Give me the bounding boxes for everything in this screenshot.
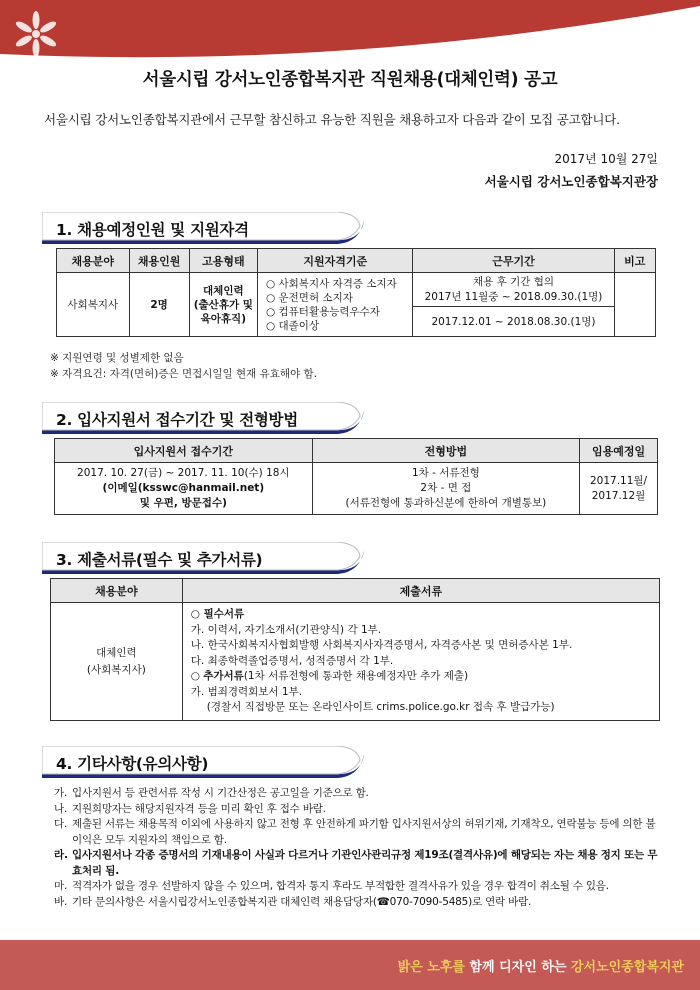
section-4-heading: 4. 기타사항(유의사항) bbox=[56, 755, 209, 773]
qualification-item: ○ 사회복지사 자격증 소지자 bbox=[266, 277, 412, 291]
col-header: 비고 bbox=[614, 249, 656, 273]
notice-date: 2017년 10월 27일 bbox=[554, 152, 658, 166]
additional-docs-title: ○ 추가서류(1차 서류전형에 통과한 채용예정자만 추가 제출) bbox=[190, 670, 469, 683]
selection-step-1: 1차 - 서류전형 bbox=[411, 467, 480, 479]
qualification-item: ○ 대졸이상 bbox=[266, 319, 412, 333]
notes-list bbox=[54, 786, 660, 910]
col-header: 지원자격기준 bbox=[258, 249, 413, 273]
period-cell-1: 채용 후 기간 협의 2017년 11월중 ~ 2018.09.30.(1명) bbox=[413, 273, 614, 307]
col-header: 채용분야 bbox=[51, 579, 183, 603]
selection-method-cell bbox=[312, 463, 579, 515]
section-2-heading: 2. 입사지원서 접수기간 및 전형방법 bbox=[56, 411, 298, 429]
period-cell-2: 2017.12.01 ~ 2018.08.30.(1명) bbox=[413, 307, 614, 337]
qualification-item: ○ 운전면허 소지자 bbox=[266, 291, 412, 305]
count-cell: 2명 bbox=[129, 273, 189, 337]
section-3-heading: 3. 제출서류(필수 및 추가서류) bbox=[56, 551, 263, 569]
selection-note: (서류전형에 통과하신분에 한하여 개별통보) bbox=[345, 497, 547, 509]
top-banner bbox=[0, 0, 700, 60]
note-line: ※ 지원연령 및 성별제한 없음 bbox=[50, 352, 184, 364]
documents-table bbox=[50, 578, 660, 721]
footer-slogan: 밝은 노후를 함께 디자인 하는 강서노인종합복지관 bbox=[397, 960, 684, 975]
employment-cell: 대체인력 (출산휴가 및 육아휴직) bbox=[189, 273, 257, 337]
col-header: 임용예정일 bbox=[580, 439, 658, 463]
field-cell: 사회복지사 bbox=[57, 273, 130, 337]
list-item: 바. 기타 문의사항은 서울시립강서노인종합복지관 대체인력 채용담당자(☎070-7090-5485)로 연락 바람. bbox=[54, 895, 532, 908]
application-table bbox=[54, 438, 658, 515]
doc-list-cell bbox=[182, 603, 659, 721]
list-item: 다. 제출된 서류는 채용목적 이외에 사용하지 않고 전형 후 안전하게 파기함 입사지원서상의 허위기재, 기재착오, 연락불능 등에 의한 불이익은 모두 지원자의 책임으로 함. bbox=[54, 818, 656, 846]
col-header: 채용인원 bbox=[129, 249, 189, 273]
section-1-heading: 1. 채용예정인원 및 지원자격 bbox=[56, 221, 249, 239]
application-method: 및 우편, 방문접수) bbox=[139, 497, 227, 509]
page-title: 서울시립 강서노인종합복지관 직원채용(대체인력) 공고 bbox=[142, 70, 558, 90]
section-2-header bbox=[42, 402, 366, 434]
list-item: 라. 입사지원서나 각종 증명서의 기재내용이 사실과 다르거나 기관인사관리규정 제19조(결격사유)에 해당되는 자는 채용 정지 또는 무효처리 됨. bbox=[54, 849, 658, 877]
required-doc-item: 가. 이력서, 자기소개서(기관양식) 각 1부. bbox=[190, 623, 382, 636]
agency-logo-icon bbox=[6, 6, 86, 66]
doc-field-cell: 대체인력 (사회복지사) bbox=[51, 603, 183, 721]
note-line: ※ 자격요건: 자격(면허)증은 면접시일일 현재 유효해야 함. bbox=[50, 368, 318, 380]
required-doc-item: 다. 최종학력졸업증명서, 성적증명서 각 1부. bbox=[190, 654, 394, 667]
list-item: 마. 적격자가 없을 경우 선발하지 않을 수 있으며, 합격자 통지 후라도 부적합한 결격사유가 있을 경우 합격이 취소될 수 있음. bbox=[54, 880, 609, 892]
qualification-item: ○ 컴퓨터활용능력우수자 bbox=[266, 305, 412, 319]
col-header: 전형방법 bbox=[312, 439, 579, 463]
col-header: 고용형태 bbox=[189, 249, 257, 273]
remarks-cell bbox=[614, 273, 656, 337]
col-header: 채용분야 bbox=[57, 249, 130, 273]
recruitment-table bbox=[56, 248, 656, 337]
col-header: 근무기간 bbox=[413, 249, 614, 273]
signer: 서울시립 강서노인종합복지관장 bbox=[484, 174, 658, 189]
application-email: (이메일(ksswc@hanmail.net) bbox=[102, 482, 265, 494]
additional-doc-item: 가. 범죄경력회보서 1부. bbox=[190, 685, 303, 698]
required-docs-title: ○ 필수서류 bbox=[190, 608, 245, 621]
additional-doc-note: (경찰서 직접방문 또는 온라인사이트 crims.police.go.kr 접속 후 발급가능) bbox=[206, 701, 555, 714]
list-item: 가. 입사지원서 등 관련서류 작성 시 기간산정은 공고일을 기준으로 함. bbox=[54, 787, 369, 799]
qualifications-list bbox=[258, 277, 412, 333]
section-3-header bbox=[42, 542, 366, 574]
list-item: 나. 지원희망자는 해당지원자격 등을 미리 확인 후 접수 바람. bbox=[54, 802, 326, 815]
qualifications-cell bbox=[258, 273, 413, 337]
section-1-header bbox=[42, 212, 366, 244]
intro-text: 서울시립 강서노인종합복지관에서 근무할 참신하고 유능한 직원을 채용하고자 다음과 같이 모집 공고합니다. bbox=[44, 112, 620, 127]
start-date-cell: 2017.11월/ 2017.12월 bbox=[580, 463, 658, 515]
selection-step-2: 2차 - 면 접 bbox=[420, 482, 472, 494]
section-4-header bbox=[42, 746, 366, 778]
application-period: 2017. 10. 27(금) ~ 2017. 11. 10(수) 18시 bbox=[77, 467, 290, 479]
section-1-notes bbox=[50, 350, 317, 382]
col-header: 입사지원서 접수기간 bbox=[55, 439, 313, 463]
col-header: 제출서류 bbox=[182, 579, 659, 603]
required-doc-item: 나. 한국사회복지사협회발행 사회복지사자격증명서, 자격증사본 및 면허증사본 1부. bbox=[190, 639, 573, 652]
application-period-cell bbox=[55, 463, 313, 515]
